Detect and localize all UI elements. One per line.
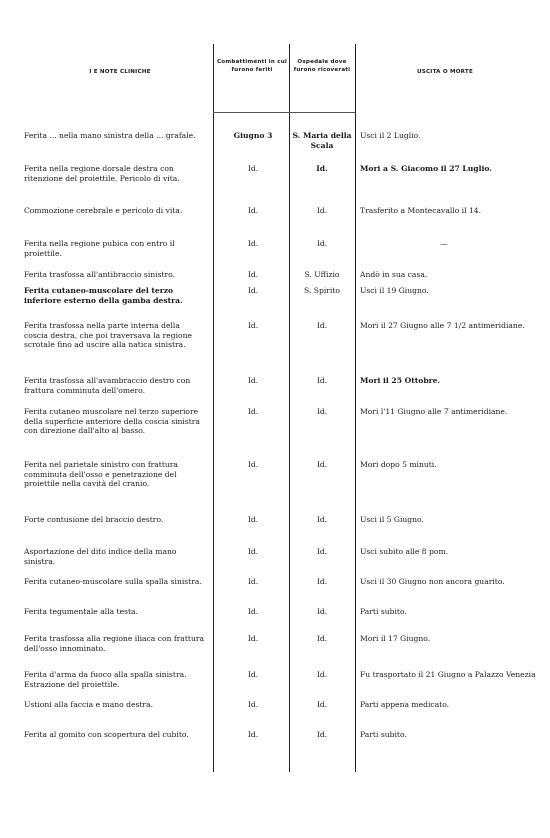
header-rule xyxy=(213,112,355,113)
hospital-cell: Id. xyxy=(316,547,328,556)
combat-cell: Id. xyxy=(247,700,259,709)
hospital-cell: S. Spirito xyxy=(304,286,340,295)
hospital-cell: S. Uffizio xyxy=(304,270,340,279)
outcome-cell: Usci il 5 Giugno. xyxy=(360,515,424,524)
hospital-cell: Id. xyxy=(316,634,328,643)
outcome-cell: Fu trasportato il 21 Giugno a Palazzo Venezia xyxy=(360,670,536,679)
header-hospital: Ospedale dove furono ricoverati xyxy=(293,59,351,73)
combat-cell: Id. xyxy=(247,634,259,643)
outcome-cell: Mori dopo 5 minuti. xyxy=(360,460,437,469)
hospital-cell: Id. xyxy=(316,515,328,524)
hospital-cell: Id. xyxy=(316,730,328,739)
combat-cell: Id. xyxy=(247,730,259,739)
combat-cell: Giugno 3 xyxy=(233,131,273,140)
outcome-cell: Usci il 19 Giugno. xyxy=(360,286,429,295)
combat-cell: Id. xyxy=(247,577,259,586)
note-cell: Ferita nella regione pubica con entro il proiettile. xyxy=(24,239,175,258)
note-cell: Ferita nella regione dorsale destra con ritenzione del proiettile. Pericolo di vita. xyxy=(24,164,180,183)
hospital-cell: Id. xyxy=(316,239,328,248)
outcome-cell: Usci subito alle 8 pom. xyxy=(360,547,449,556)
combat-cell: Id. xyxy=(247,206,259,215)
combat-cell: Id. xyxy=(247,376,259,385)
outcome-cell: — xyxy=(440,239,448,248)
combat-cell: Id. xyxy=(247,670,259,679)
combat-cell: Id. xyxy=(247,239,259,248)
outcome-cell: Trasferito a Montecavallo il 14. xyxy=(360,206,482,215)
note-cell: Ferita trasfossa all'avambraccio destro con frattura comminuta dell'omero. xyxy=(24,376,191,395)
outcome-cell: Mori il 17 Giugno. xyxy=(360,634,431,643)
note-cell: Ferita d'arma da fuoco alla spalla sinistra. Estrazione del proiettile. xyxy=(24,670,187,689)
outcome-cell: Parti appena medicato. xyxy=(360,700,450,709)
combat-cell: Id. xyxy=(247,460,259,469)
hospital-cell: S. Maria della Scala xyxy=(292,131,352,150)
hospital-cell: Id. xyxy=(316,607,328,616)
outcome-cell: Mori il 25 Ottobre. xyxy=(360,376,441,385)
combat-cell: Id. xyxy=(247,321,259,330)
hospital-cell: Id. xyxy=(316,577,328,586)
combat-cell: Id. xyxy=(247,515,259,524)
hospital-cell: Id. xyxy=(316,376,328,385)
combat-cell: Id. xyxy=(247,407,259,416)
header-notes: I E NOTE CLINICHE xyxy=(89,69,151,75)
hospital-cell: Id. xyxy=(316,321,328,330)
note-cell: Ferita tegumentale alla testa. xyxy=(24,607,138,616)
note-cell: Forte contusione del braccio destro. xyxy=(24,515,164,524)
outcome-cell: Parti subito. xyxy=(360,607,407,616)
outcome-cell: Usci il 30 Giugno non ancora guarito. xyxy=(360,577,505,586)
column-rule-2 xyxy=(289,44,290,772)
outcome-cell: Andò in sua casa. xyxy=(360,270,428,279)
hospital-cell: Id. xyxy=(316,670,328,679)
combat-cell: Id. xyxy=(247,286,259,295)
hospital-cell: Id. xyxy=(316,206,328,215)
note-cell: Ferita cutaneo muscolare nel terzo superiore della superficie anteriore della coscia sinistra con direzione dall'alto al basso. xyxy=(24,407,200,436)
header-outcome: USCITA O MORTE xyxy=(417,69,473,75)
note-cell: Ferita trasfossa all'antibraccio sinistro. xyxy=(24,270,176,279)
note-cell: Ustioni alla faccia e mano destra. xyxy=(24,700,154,709)
outcome-cell: Mori a S. Giacomo il 27 Luglio. xyxy=(360,164,492,173)
hospital-cell: Id. xyxy=(316,164,328,173)
note-cell: Ferita nel parietale sinistro con frattura comminuta dell'osso e penetrazione del proiettile nella cavità del cranio. xyxy=(24,460,178,489)
outcome-cell: Mori il 27 Giugno alle 7 1/2 antimeridiane. xyxy=(360,321,525,330)
note-cell: Ferita trasfossa alla regione iliaca con frattura dell'osso innominato. xyxy=(24,634,204,653)
combat-cell: Id. xyxy=(247,270,259,279)
note-cell: Commozione cerebrale e pericolo di vita. xyxy=(24,206,183,215)
note-cell: Ferita cutaneo-muscolare sulla spalla sinistra. xyxy=(24,577,202,586)
combat-cell: Id. xyxy=(247,164,259,173)
outcome-cell: Parti subito. xyxy=(360,730,407,739)
note-cell: Ferita ... nella mano sinistra della ... grafale. xyxy=(24,131,196,140)
combat-cell: Id. xyxy=(247,607,259,616)
combat-cell: Id. xyxy=(247,547,259,556)
outcome-cell: Mori l'11 Giugno alle 7 antimeridiane. xyxy=(360,407,508,416)
hospital-cell: Id. xyxy=(316,460,328,469)
note-cell: Ferita trasfossa nella parte interna della coscia destra, che poi traversava la regione scrotale fino ad uscire alla natica sinistra. xyxy=(24,321,192,350)
hospital-cell: Id. xyxy=(316,407,328,416)
hospital-cell: Id. xyxy=(316,700,328,709)
note-cell: Ferita al gomito con scopertura del cubito. xyxy=(24,730,189,739)
column-rule-3 xyxy=(355,44,356,772)
outcome-cell: Usci il 2 Luglio. xyxy=(360,131,421,140)
note-cell: Ferita cutaneo-muscolare del terzo inferiore esterno della gamba destra. xyxy=(24,286,183,305)
column-rule-1 xyxy=(213,44,214,772)
note-cell: Asportazione del dito indice della mano sinistra. xyxy=(24,547,177,566)
header-combat: Combattimenti in cui furono feriti xyxy=(216,59,288,73)
